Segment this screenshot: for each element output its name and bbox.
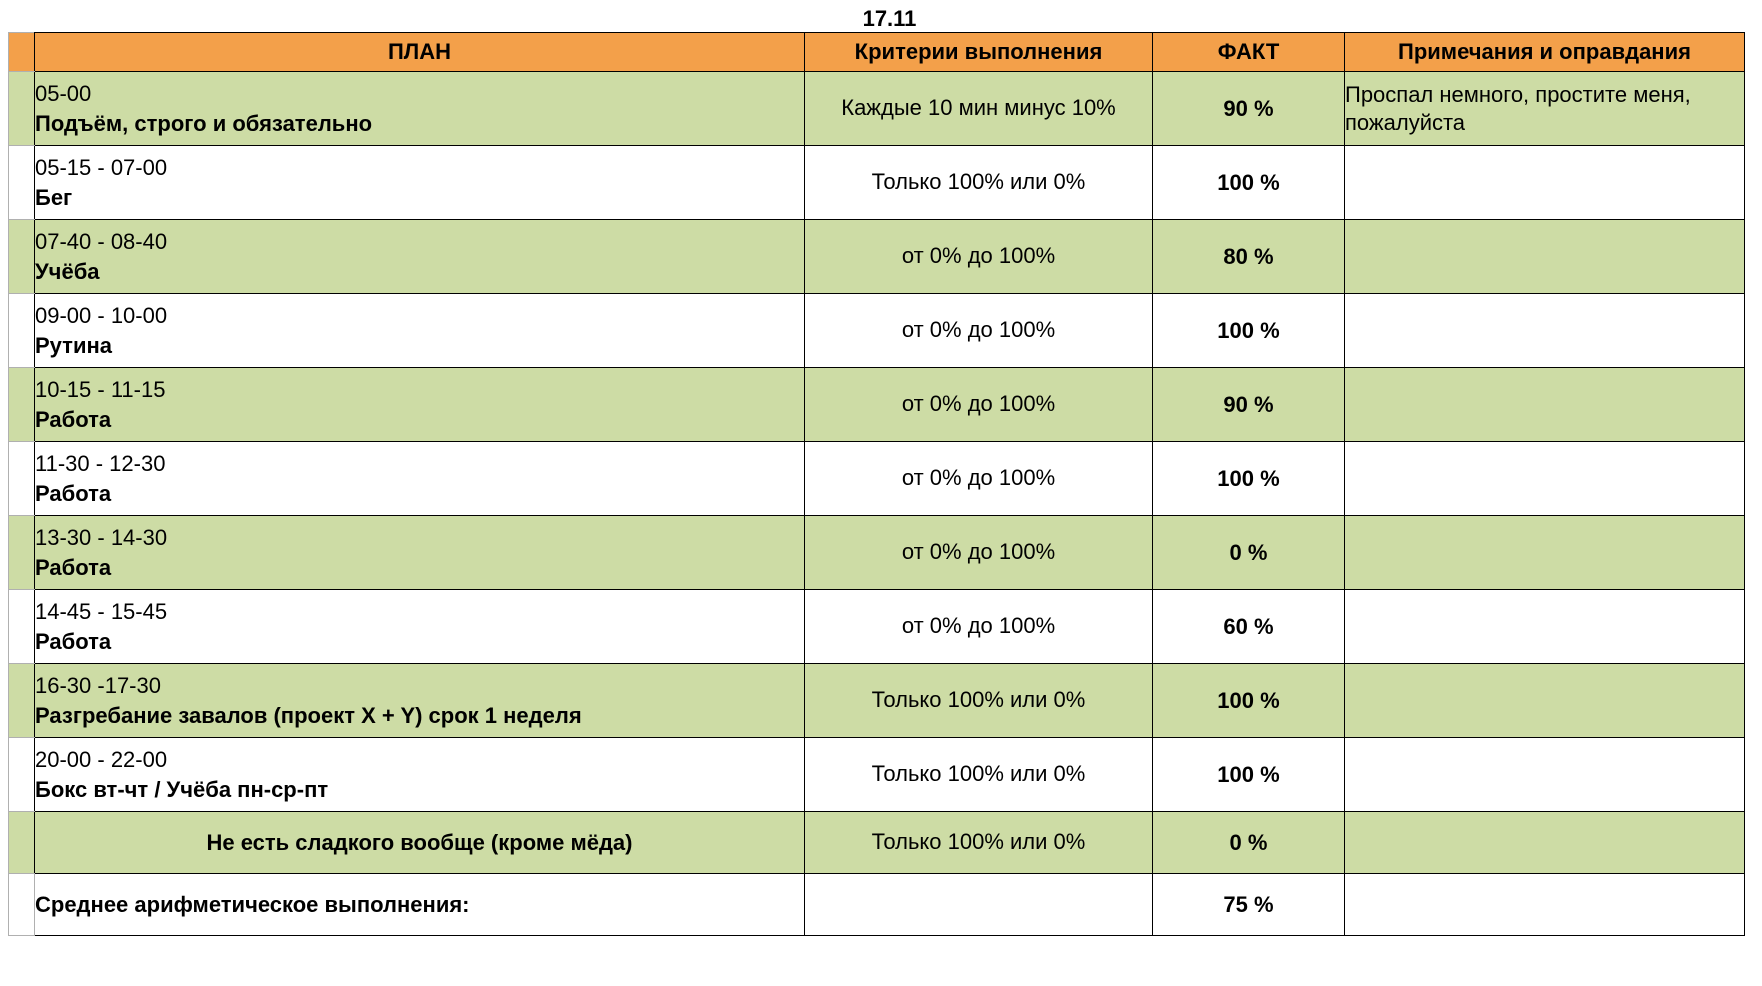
summary-label[interactable]: Среднее арифметическое выполнения: [35, 874, 805, 936]
row-handle[interactable] [9, 146, 35, 220]
plan-time: 09-00 - 10-00 [35, 302, 168, 328]
criteria-cell[interactable]: Только 100% или 0% [805, 812, 1153, 874]
criteria-cell[interactable]: от 0% до 100% [805, 368, 1153, 442]
criteria-cell[interactable]: от 0% до 100% [805, 442, 1153, 516]
row-handle[interactable] [9, 368, 35, 442]
plan-task: Работа [35, 407, 112, 432]
criteria-cell[interactable]: Только 100% или 0% [805, 146, 1153, 220]
row-handle[interactable] [9, 72, 35, 146]
table-row [9, 442, 1745, 516]
plan-cell[interactable] [35, 442, 805, 516]
note-cell[interactable] [1345, 294, 1745, 368]
fact-cell[interactable]: 0 % [1153, 812, 1345, 874]
table-row [9, 72, 1745, 146]
column-header-plan[interactable]: ПЛАН [35, 33, 805, 72]
page-title: 17.11 [35, 6, 1745, 33]
fact-cell[interactable]: 90 % [1153, 368, 1345, 442]
plan-cell[interactable] [35, 516, 805, 590]
criteria-cell[interactable]: Каждые 10 мин минус 10% [805, 72, 1153, 146]
plan-task: Работа [35, 481, 112, 506]
header-row [9, 33, 1745, 72]
note-cell[interactable] [1345, 812, 1745, 874]
fact-cell[interactable]: 100 % [1153, 738, 1345, 812]
plan-cell[interactable] [35, 590, 805, 664]
row-handle[interactable] [9, 294, 35, 368]
table-body [9, 6, 1745, 936]
row-handle-header[interactable] [9, 33, 35, 72]
note-cell[interactable] [1345, 590, 1745, 664]
note-cell[interactable] [1345, 738, 1745, 812]
plan-task: Бег [35, 185, 73, 210]
note-cell[interactable] [1345, 516, 1745, 590]
row-handle-title[interactable] [9, 6, 35, 33]
schedule-table [8, 6, 1745, 936]
table-row [9, 146, 1745, 220]
table-row [9, 664, 1745, 738]
criteria-cell[interactable]: Только 100% или 0% [805, 738, 1153, 812]
plan-cell[interactable] [35, 368, 805, 442]
criteria-cell[interactable]: Только 100% или 0% [805, 664, 1153, 738]
row-handle[interactable] [9, 220, 35, 294]
table-row [9, 368, 1745, 442]
note-cell[interactable] [1345, 146, 1745, 220]
plan-cell[interactable] [35, 812, 805, 874]
row-handle[interactable] [9, 590, 35, 664]
plan-cell[interactable] [35, 738, 805, 812]
plan-task: Разгребание завалов (проект X + Y) срок 1 неделя [35, 703, 582, 728]
summary-note-cell[interactable] [1345, 874, 1745, 936]
summary-criteria-cell[interactable] [805, 874, 1153, 936]
fact-cell[interactable]: 100 % [1153, 442, 1345, 516]
plan-task: Не есть сладкого вообще (кроме мёда) [206, 829, 633, 855]
plan-time: 20-00 - 22-00 [35, 746, 168, 772]
table-row [9, 516, 1745, 590]
table-row [9, 294, 1745, 368]
plan-time: 05-15 - 07-00 [35, 154, 168, 180]
plan-time: 11-30 - 12-30 [35, 450, 166, 476]
fact-cell[interactable]: 0 % [1153, 516, 1345, 590]
fact-cell[interactable]: 90 % [1153, 72, 1345, 146]
plan-time: 14-45 - 15-45 [35, 598, 168, 624]
column-header-fact[interactable]: ФАКТ [1153, 33, 1345, 72]
summary-row [9, 874, 1745, 936]
plan-task: Подъём, строго и обязательно [35, 111, 373, 136]
row-handle[interactable] [9, 442, 35, 516]
row-handle[interactable] [9, 874, 35, 936]
spreadsheet-sheet [0, 6, 1762, 986]
criteria-cell[interactable]: от 0% до 100% [805, 220, 1153, 294]
plan-cell[interactable] [35, 294, 805, 368]
row-handle[interactable] [9, 664, 35, 738]
plan-task: Работа [35, 555, 112, 580]
criteria-cell[interactable]: от 0% до 100% [805, 590, 1153, 664]
plan-cell[interactable] [35, 72, 805, 146]
fact-cell[interactable]: 100 % [1153, 146, 1345, 220]
note-cell[interactable]: Проспал немного, простите меня, пожалуйста [1345, 72, 1745, 146]
plan-cell[interactable] [35, 220, 805, 294]
criteria-cell[interactable]: от 0% до 100% [805, 516, 1153, 590]
note-cell[interactable] [1345, 664, 1745, 738]
plan-task: Бокс вт-чт / Учёба пн-ср-пт [35, 777, 329, 802]
plan-time: 13-30 - 14-30 [35, 524, 168, 550]
summary-value[interactable]: 75 % [1153, 874, 1345, 936]
plan-task: Учёба [35, 259, 100, 284]
plan-time: 10-15 - 11-15 [35, 376, 166, 402]
plan-task: Работа [35, 629, 112, 654]
note-cell[interactable] [1345, 442, 1745, 516]
note-cell[interactable] [1345, 220, 1745, 294]
fact-cell[interactable]: 100 % [1153, 294, 1345, 368]
column-header-criteria[interactable]: Критерии выполнения [805, 33, 1153, 72]
table-row [9, 738, 1745, 812]
plan-cell[interactable] [35, 146, 805, 220]
table-row-no-sweets [9, 812, 1745, 874]
table-row [9, 220, 1745, 294]
row-handle[interactable] [9, 812, 35, 874]
column-header-notes[interactable]: Примечания и оправдания [1345, 33, 1745, 72]
note-cell[interactable] [1345, 368, 1745, 442]
criteria-cell[interactable]: от 0% до 100% [805, 294, 1153, 368]
fact-cell[interactable]: 80 % [1153, 220, 1345, 294]
fact-cell[interactable]: 100 % [1153, 664, 1345, 738]
title-row [9, 6, 1745, 33]
plan-time: 05-00 [35, 80, 92, 106]
row-handle[interactable] [9, 516, 35, 590]
plan-task: Рутина [35, 333, 112, 358]
plan-time: 07-40 - 08-40 [35, 228, 168, 254]
fact-cell[interactable]: 60 % [1153, 590, 1345, 664]
row-handle[interactable] [9, 738, 35, 812]
plan-cell[interactable] [35, 664, 805, 738]
table-row [9, 590, 1745, 664]
plan-time: 16-30 -17-30 [35, 672, 161, 698]
